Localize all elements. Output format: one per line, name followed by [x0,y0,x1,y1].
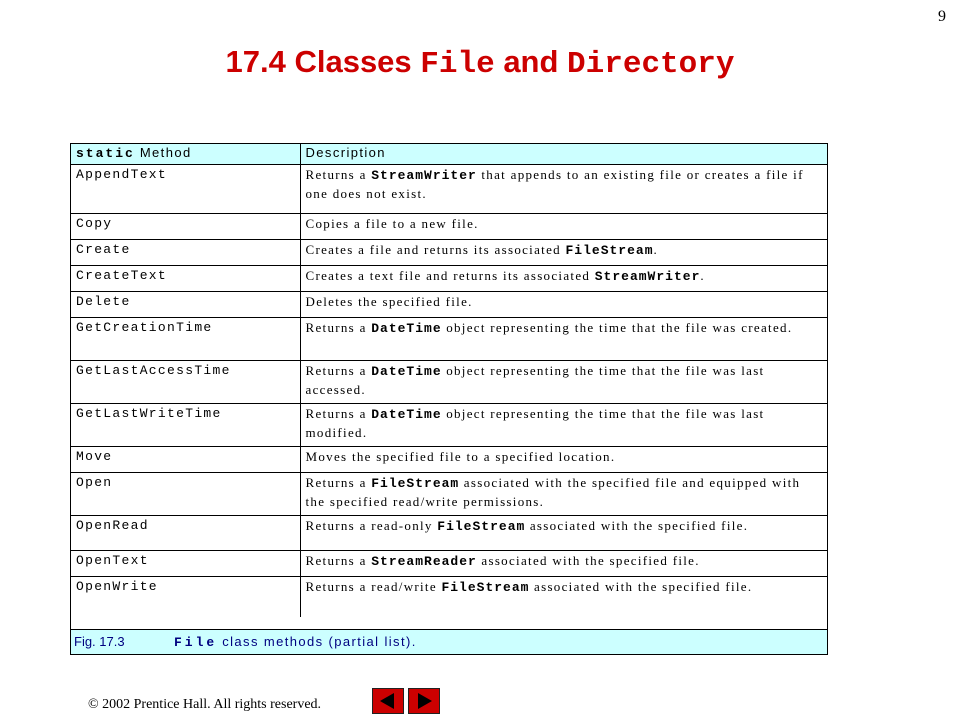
description-text: object representing the time that the file was created. [441,320,793,335]
methods-table [71,144,827,617]
table-row [71,361,827,404]
method-description-cell [300,318,827,361]
method-name-cell: OpenWrite [71,577,300,617]
method-name-cell: CreateText [71,266,300,292]
description-code: StreamReader [371,554,477,569]
description-text: Returns a [305,475,372,490]
previous-slide-button[interactable] [372,688,404,714]
method-description-cell [300,577,827,617]
table-row [71,404,827,447]
method-name-cell: OpenText [71,551,300,577]
method-description-cell [300,473,827,516]
methods-table-panel [70,143,828,655]
description-text: object representing the time that the file was last accessed. [305,363,765,397]
page-number: 9 [938,8,946,25]
table-row [71,240,827,266]
description-text: associated with the specified file. [529,579,753,594]
description-text: object representing the time that the file was last modified. [305,406,765,440]
method-description-cell [300,165,827,214]
method-name-cell: Move [71,447,300,473]
description-text: Copies a file to a new file. [305,216,479,231]
table-row [71,447,827,473]
method-name-cell: GetLastAccessTime [71,361,300,404]
method-description-cell [300,240,827,266]
table-row [71,318,827,361]
table-row [71,214,827,240]
table-header-row [71,144,827,165]
description-code: FileStream [441,580,530,595]
description-code: DateTime [371,364,442,379]
description-text: associated with the specified file and equipped with the specified read/write permissions. [305,475,801,509]
title-mid: and [494,44,568,79]
description-text: Returns a [305,406,372,421]
method-name-cell: GetCreationTime [71,318,300,361]
description-text: Deletes the specified file. [305,294,473,309]
method-description-cell [300,266,827,292]
description-code: StreamWriter [594,269,701,284]
description-text: that appends to an existing file or creates a file if one does not exist. [305,167,804,201]
description-code: DateTime [371,321,442,336]
description-text: Returns a read-only [305,518,438,533]
description-text: Moves the specified file to a specified location. [305,449,616,464]
header-method-cell [71,144,300,165]
title-code-file: File [420,47,495,82]
table-row [71,165,827,214]
header-method-label: Method [134,145,192,160]
description-text: associated with the specified file. [476,553,700,568]
method-description-cell [300,516,827,551]
caption-code-file: File [174,635,218,650]
method-description-cell [300,447,827,473]
table-row [71,516,827,551]
description-text: . [653,242,659,257]
description-code: StreamWriter [371,168,477,183]
right-arrow-icon [418,693,432,709]
method-description-cell [300,551,827,577]
description-text: Creates a text file and returns its associated [305,268,595,283]
next-slide-button[interactable] [408,688,440,714]
description-code: FileStream [371,476,460,491]
table-row [71,551,827,577]
method-name-cell: AppendText [71,165,300,214]
title-code-directory: Directory [567,47,735,82]
method-name-cell: Create [71,240,300,266]
copyright-footer: © 2002 Prentice Hall. All rights reserved. [88,697,322,712]
method-name-cell: OpenRead [71,516,300,551]
description-text: Returns a [305,553,372,568]
header-description-cell: Description [300,144,827,165]
description-text: associated with the specified file. [525,518,749,533]
figure-caption [71,629,827,654]
table-row [71,473,827,516]
method-description-cell [300,361,827,404]
method-name-cell: Copy [71,214,300,240]
description-text: Returns a [305,363,372,378]
description-text: Returns a read/write [305,579,442,594]
description-code: FileStream [565,243,654,258]
method-description-cell [300,292,827,318]
title-prefix: 17.4 Classes [225,44,421,79]
table-row [71,577,827,617]
description-text: Returns a [305,320,372,335]
method-name-cell: Open [71,473,300,516]
method-name-cell: GetLastWriteTime [71,404,300,447]
description-text: . [700,268,705,283]
method-description-cell [300,214,827,240]
method-name-cell: Delete [71,292,300,318]
caption-description: class methods (partial list). [217,634,417,649]
caption-fig-label: Fig. 17.3 [74,634,125,649]
description-code: FileStream [437,519,526,534]
table-row [71,292,827,318]
description-code: DateTime [371,407,442,422]
caption-text [174,634,417,650]
method-description-cell [300,404,827,447]
slide-title [0,44,960,82]
description-text: Returns a [305,167,372,182]
table-row [71,266,827,292]
description-text: Creates a file and returns its associated [305,242,566,257]
left-arrow-icon [380,693,394,709]
header-static-keyword: static [76,146,135,161]
